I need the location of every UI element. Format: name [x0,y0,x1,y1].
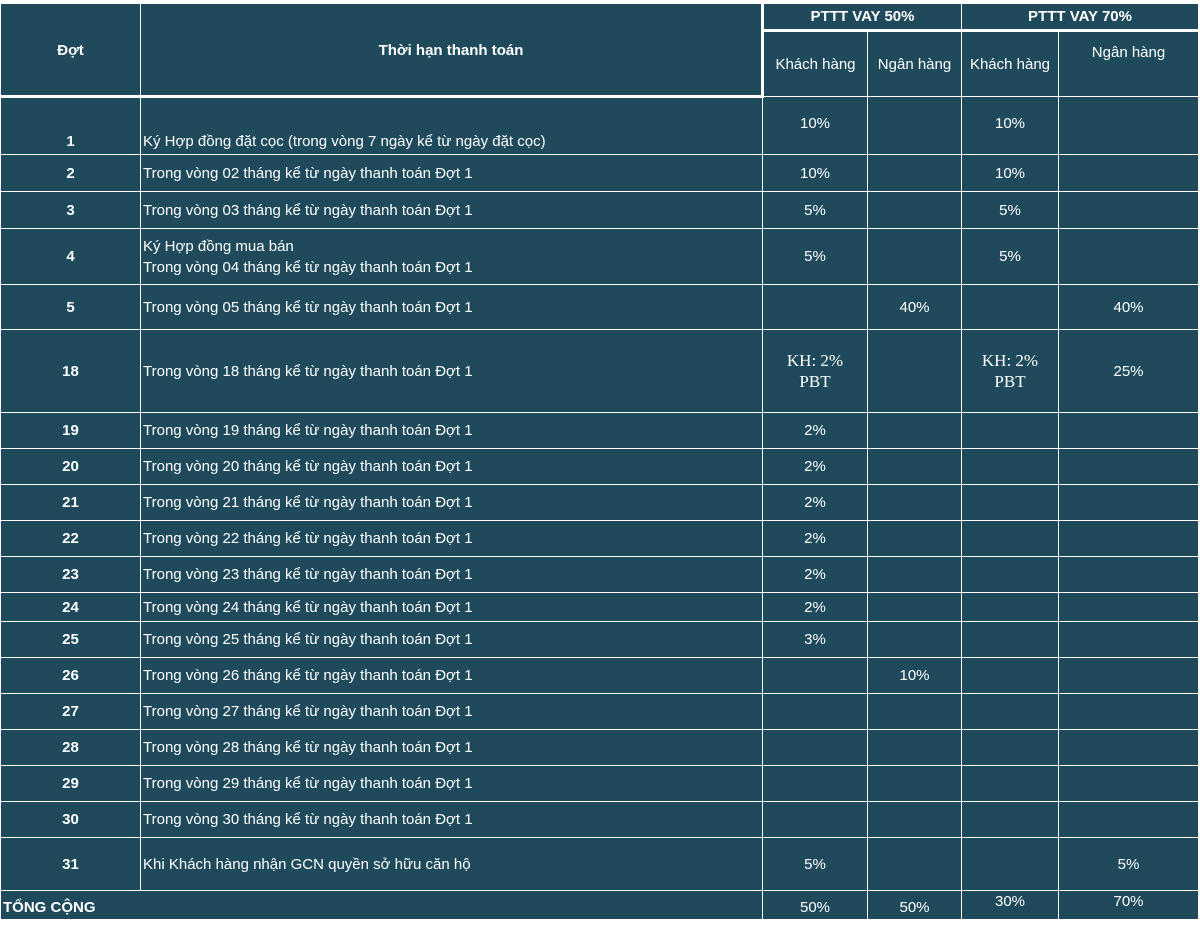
row-customer-50: 10% [763,97,868,155]
total-row [1,891,1199,920]
row-bank-70 [1059,229,1199,285]
row-customer-50: 2% [763,485,868,521]
row-bank-70 [1059,155,1199,192]
row-bank-50 [868,730,962,766]
row-term: Trong vòng 22 tháng kể từ ngày thanh toán Đợt 1 [141,521,763,557]
table-row [1,97,1199,155]
row-customer-50: 3% [763,622,868,658]
row-bank-70 [1059,97,1199,155]
row-dot: 2 [1,155,141,192]
row-bank-70 [1059,557,1199,593]
row-customer-70 [962,802,1059,838]
row-term: Trong vòng 21 tháng kể từ ngày thanh toán Đợt 1 [141,485,763,521]
row-bank-70 [1059,802,1199,838]
row-dot: 24 [1,593,141,622]
table-row [1,330,1199,413]
row-term-line-2: Trong vòng 04 tháng kể từ ngày thanh toán Đợt 1 [143,258,473,276]
row-customer-70 [962,766,1059,802]
row-bank-50 [868,413,962,449]
row-customer-50: 10% [763,155,868,192]
row-term: Trong vòng 02 tháng kể từ ngày thanh toán Đợt 1 [141,155,763,192]
row-term: Trong vòng 30 tháng kể từ ngày thanh toán Đợt 1 [141,802,763,838]
row-term: Ký Hợp đồng đặt cọc (trong vòng 7 ngày kể từ ngày đặt cọc) [141,97,763,155]
row-bank-70 [1059,730,1199,766]
row-customer-70 [962,730,1059,766]
total-bank-70: 70% [1059,891,1199,920]
row-customer-50: 2% [763,593,868,622]
row-dot: 5 [1,285,141,330]
table-row [1,521,1199,557]
header-row-1 [1,4,1199,31]
row-customer-50: 5% [763,192,868,229]
row-term: Trong vòng 24 tháng kể từ ngày thanh toán Đợt 1 [141,593,763,622]
table-row [1,694,1199,730]
row-bank-70: 25% [1059,330,1199,413]
table-row [1,730,1199,766]
row-bank-50 [868,593,962,622]
row-customer-50: 2% [763,413,868,449]
row-customer-70 [962,694,1059,730]
row-dot: 18 [1,330,141,413]
row-customer-50: 5% [763,838,868,891]
header-plan-70: PTTT VAY 70% [962,4,1199,31]
row-customer-70 [962,330,1059,413]
row-term: Trong vòng 28 tháng kể từ ngày thanh toán Đợt 1 [141,730,763,766]
row-bank-70 [1059,192,1199,229]
row-customer-50-line-1: KH: 2% [786,351,844,370]
row-bank-70: 5% [1059,838,1199,891]
row-bank-50 [868,838,962,891]
row-term-line-1: Ký Hợp đồng mua bán [143,237,294,255]
row-term: Trong vòng 19 tháng kể từ ngày thanh toán Đợt 1 [141,413,763,449]
row-dot: 3 [1,192,141,229]
payment-schedule [0,3,1198,920]
row-dot: 19 [1,413,141,449]
row-term: Trong vòng 18 tháng kể từ ngày thanh toán Đợt 1 [141,330,763,413]
row-customer-50-line-2: PBT [799,372,831,391]
row-customer-70: 5% [962,192,1059,229]
row-term [141,229,763,285]
header-customer-50: Khách hàng [763,31,868,97]
row-customer-70-line-2: PBT [994,372,1026,391]
row-bank-70 [1059,658,1199,694]
row-bank-50 [868,766,962,802]
row-dot: 20 [1,449,141,485]
row-bank-70 [1059,521,1199,557]
table-row [1,155,1199,192]
table-row [1,485,1199,521]
row-customer-50 [763,658,868,694]
header-term: Thời hạn thanh toán [141,4,763,97]
row-bank-50 [868,557,962,593]
table-row [1,802,1199,838]
row-term: Trong vòng 25 tháng kể từ ngày thanh toán Đợt 1 [141,622,763,658]
row-dot: 25 [1,622,141,658]
row-dot: 28 [1,730,141,766]
row-customer-50 [763,730,868,766]
row-bank-50 [868,485,962,521]
table-row [1,766,1199,802]
row-customer-50 [763,694,868,730]
table-row [1,449,1199,485]
row-bank-50: 10% [868,658,962,694]
row-bank-50 [868,694,962,730]
row-dot: 26 [1,658,141,694]
row-customer-50: 2% [763,449,868,485]
row-term: Trong vòng 05 tháng kể từ ngày thanh toán Đợt 1 [141,285,763,330]
header-bank-50: Ngân hàng [868,31,962,97]
header-plan-50: PTTT VAY 50% [763,4,962,31]
row-bank-70 [1059,694,1199,730]
table-row [1,622,1199,658]
row-term: Trong vòng 26 tháng kể từ ngày thanh toán Đợt 1 [141,658,763,694]
row-bank-70 [1059,766,1199,802]
total-customer-70: 30% [962,891,1059,920]
header-customer-70: Khách hàng [962,31,1059,97]
table-row [1,192,1199,229]
header-dot: Đợt [1,4,141,97]
row-customer-50: 2% [763,521,868,557]
row-dot: 1 [1,97,141,155]
row-customer-70 [962,521,1059,557]
row-customer-70 [962,557,1059,593]
row-bank-50 [868,802,962,838]
table-row [1,593,1199,622]
row-bank-50: 40% [868,285,962,330]
table-row [1,229,1199,285]
row-bank-50 [868,155,962,192]
row-term: Trong vòng 20 tháng kể từ ngày thanh toán Đợt 1 [141,449,763,485]
row-bank-50 [868,229,962,285]
row-customer-70-line-1: KH: 2% [981,351,1039,370]
row-bank-70 [1059,622,1199,658]
row-customer-50 [763,802,868,838]
row-customer-50 [763,285,868,330]
total-customer-50: 50% [763,891,868,920]
row-dot: 21 [1,485,141,521]
row-bank-70: 40% [1059,285,1199,330]
row-bank-70 [1059,485,1199,521]
table-row [1,838,1199,891]
row-customer-70 [962,593,1059,622]
row-customer-70 [962,485,1059,521]
row-bank-50 [868,192,962,229]
row-bank-70 [1059,413,1199,449]
row-term: Trong vòng 03 tháng kể từ ngày thanh toán Đợt 1 [141,192,763,229]
row-dot: 30 [1,802,141,838]
row-customer-50 [763,330,868,413]
row-customer-70: 10% [962,97,1059,155]
row-dot: 4 [1,229,141,285]
row-customer-70: 5% [962,229,1059,285]
table-row [1,285,1199,330]
payment-schedule-table [0,3,1199,920]
row-dot: 31 [1,838,141,891]
row-term: Trong vòng 29 tháng kể từ ngày thanh toán Đợt 1 [141,766,763,802]
table-row [1,557,1199,593]
row-dot: 22 [1,521,141,557]
row-bank-50 [868,330,962,413]
row-customer-70 [962,622,1059,658]
row-bank-70 [1059,449,1199,485]
row-bank-50 [868,622,962,658]
row-customer-70 [962,449,1059,485]
row-dot: 23 [1,557,141,593]
row-term: Trong vòng 27 tháng kể từ ngày thanh toán Đợt 1 [141,694,763,730]
row-bank-50 [868,521,962,557]
row-term: Khi Khách hàng nhận GCN quyền sở hữu căn hộ [141,838,763,891]
row-customer-50: 2% [763,557,868,593]
row-customer-50 [763,766,868,802]
row-customer-50: 5% [763,229,868,285]
total-bank-50: 50% [868,891,962,920]
row-dot: 27 [1,694,141,730]
row-bank-70 [1059,593,1199,622]
total-label: TỔNG CỘNG [1,891,763,920]
row-customer-70: 10% [962,155,1059,192]
row-customer-70 [962,658,1059,694]
row-customer-70 [962,413,1059,449]
row-bank-50 [868,449,962,485]
table-row [1,413,1199,449]
row-customer-70 [962,838,1059,891]
row-term: Trong vòng 23 tháng kể từ ngày thanh toán Đợt 1 [141,557,763,593]
row-customer-70 [962,285,1059,330]
table-row [1,658,1199,694]
header-bank-70: Ngân hàng [1059,31,1199,97]
row-dot: 29 [1,766,141,802]
row-bank-50 [868,97,962,155]
